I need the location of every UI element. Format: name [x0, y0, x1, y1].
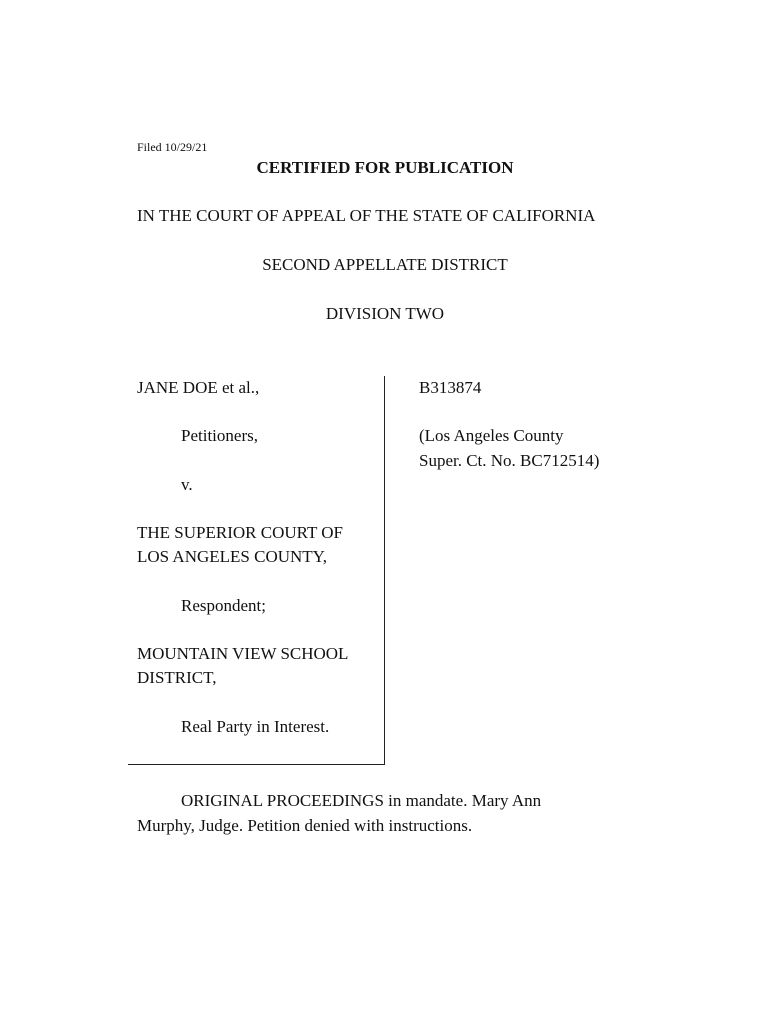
petitioners-name: JANE DOE et al., — [137, 378, 260, 397]
proceedings-line1: ORIGINAL PROCEEDINGS in mandate. Mary Ann — [181, 791, 542, 810]
filed-date: Filed 10/29/21 — [137, 140, 208, 154]
versus-label: v. — [181, 475, 193, 494]
respondent-label: Respondent; — [181, 596, 266, 615]
caption-horizontal-divider — [128, 764, 385, 765]
lower-court-line1: (Los Angeles County — [419, 426, 564, 445]
division-heading: DIVISION TWO — [325, 304, 445, 323]
petitioners-label: Petitioners, — [181, 426, 258, 445]
real-party-label: Real Party in Interest. — [181, 717, 330, 736]
case-number: B313874 — [419, 378, 482, 397]
district-heading: SECOND APPELLATE DISTRICT — [262, 255, 508, 274]
lower-court-line2: Super. Ct. No. BC712514) — [419, 451, 600, 470]
proceedings-line2: Murphy, Judge. Petition denied with instructions. — [137, 816, 473, 835]
real-party-name-line2: DISTRICT, — [137, 668, 217, 687]
respondent-name-line2: LOS ANGELES COUNTY, — [137, 547, 328, 566]
caption-vertical-divider — [384, 376, 385, 765]
court-heading: IN THE COURT OF APPEAL OF THE STATE OF CALIFORNIA — [137, 206, 596, 225]
certified-heading: CERTIFIED FOR PUBLICATION — [256, 158, 514, 177]
real-party-name-line1: MOUNTAIN VIEW SCHOOL — [137, 644, 349, 663]
respondent-name-line1: THE SUPERIOR COURT OF — [137, 523, 344, 542]
